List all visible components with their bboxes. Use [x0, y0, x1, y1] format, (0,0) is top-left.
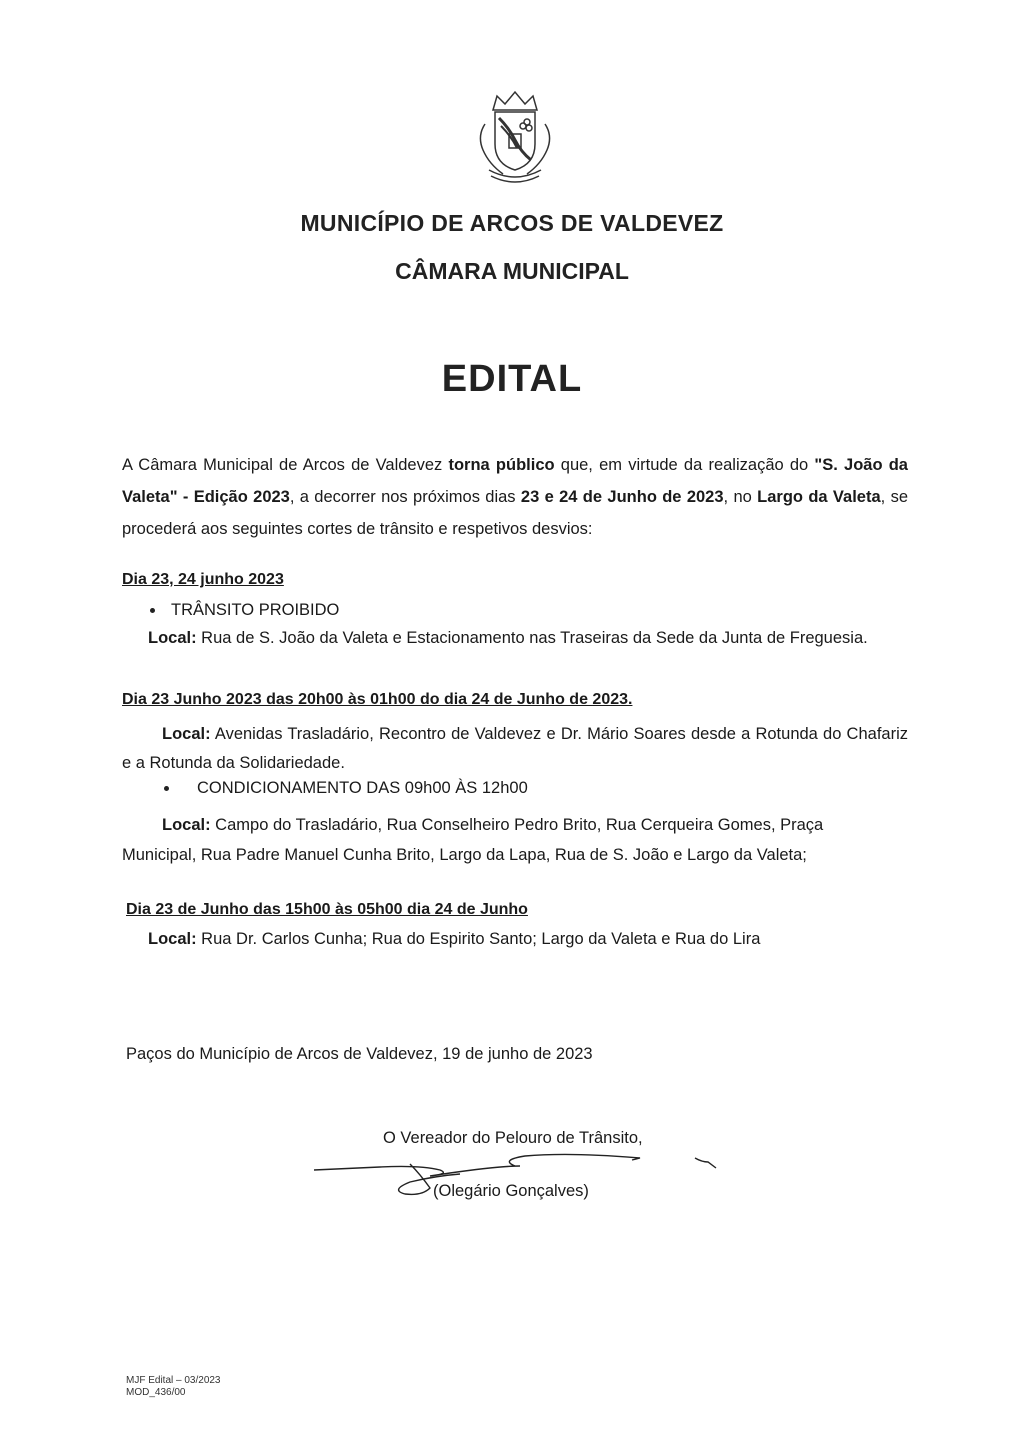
- bullet-icon: [164, 786, 169, 791]
- intro-text: , a decorrer nos próximos dias: [289, 488, 521, 506]
- signatory-name: (Olegário Gonçalves): [433, 1182, 589, 1200]
- signatory-title: O Vereador do Pelouro de Trânsito,: [383, 1129, 643, 1147]
- municipality-heading: MUNICÍPIO DE ARCOS DE VALDEVEZ: [300, 210, 724, 236]
- intro-text: , no: [723, 488, 758, 506]
- footer-reference: [126, 1375, 221, 1399]
- local-text: Rua de S. João da Valeta e Estacionamento nas Traseiras da Sede da Junta de Freguesia.: [196, 629, 868, 647]
- local-text: Campo do Trasladário, Rua Conselheiro Pedro Brito, Rua Cerqueira Gomes, Praça Municipal, Rua Padre Manuel Cunha Brito, Largo da Lapa, Rua de S. João e Largo da Valeta;: [122, 816, 824, 864]
- bullet-text: TRÂNSITO PROIBIDO: [171, 601, 340, 619]
- bullet-text: CONDICIONAMENTO DAS 09h00 ÀS 12h00: [197, 779, 528, 797]
- document-reference: MJF Edital – 03/2023: [126, 1375, 221, 1386]
- document-title: EDITAL: [441, 358, 583, 400]
- section-2-bullet: [164, 779, 528, 798]
- event-name: "S. João da Valeta" - Edição 2023: [122, 456, 908, 506]
- model-code: MOD_436/00: [126, 1387, 186, 1398]
- section-1-title: Dia 23, 24 junho 2023: [122, 571, 284, 588]
- section-3-local: [148, 930, 760, 949]
- section-2-local-2: [122, 810, 862, 870]
- place-date: Paços do Município de Arcos de Valdevez, 19 de junho de 2023: [126, 1045, 593, 1063]
- local-label: Local:: [148, 930, 197, 948]
- section-2-title: Dia 23 Junho 2023 das 20h00 às 01h00 do dia 24 de Junho de 2023.: [122, 691, 633, 708]
- municipal-crest-icon: [463, 84, 567, 188]
- local-label: Local:: [162, 816, 211, 834]
- intro-text: que, em virtude da realização do: [554, 456, 815, 474]
- section-3-title: Dia 23 de Junho das 15h00 às 05h00 dia 24 de Junho: [126, 901, 528, 918]
- intro-text: , se procederá aos seguintes cortes de trânsito e respetivos desvios:: [122, 488, 908, 538]
- local-text: Avenidas Trasladário, Recontro de Valdevez e Dr. Mário Soares desde a Rotunda do Chafariz e a Rotunda da Solidariedade.: [122, 725, 908, 772]
- event-dates: 23 e 24 de Junho de 2023: [520, 488, 724, 506]
- section-1-bullet: [150, 601, 339, 620]
- section-1-local: [148, 629, 868, 648]
- section-2-local: [122, 720, 908, 778]
- event-location: Largo da Valeta: [757, 488, 881, 506]
- local-label: Local:: [162, 725, 211, 743]
- local-text: Rua Dr. Carlos Cunha; Rua do Espirito Santo; Largo da Valeta e Rua do Lira: [196, 930, 761, 948]
- intro-text: A Câmara Municipal de Arcos de Valdevez: [122, 456, 449, 474]
- chamber-heading: CÂMARA MUNICIPAL: [395, 258, 629, 284]
- intro-bold: torna público: [448, 456, 555, 474]
- intro-paragraph: [122, 449, 908, 545]
- bullet-icon: [150, 608, 155, 613]
- local-label: Local:: [148, 629, 197, 647]
